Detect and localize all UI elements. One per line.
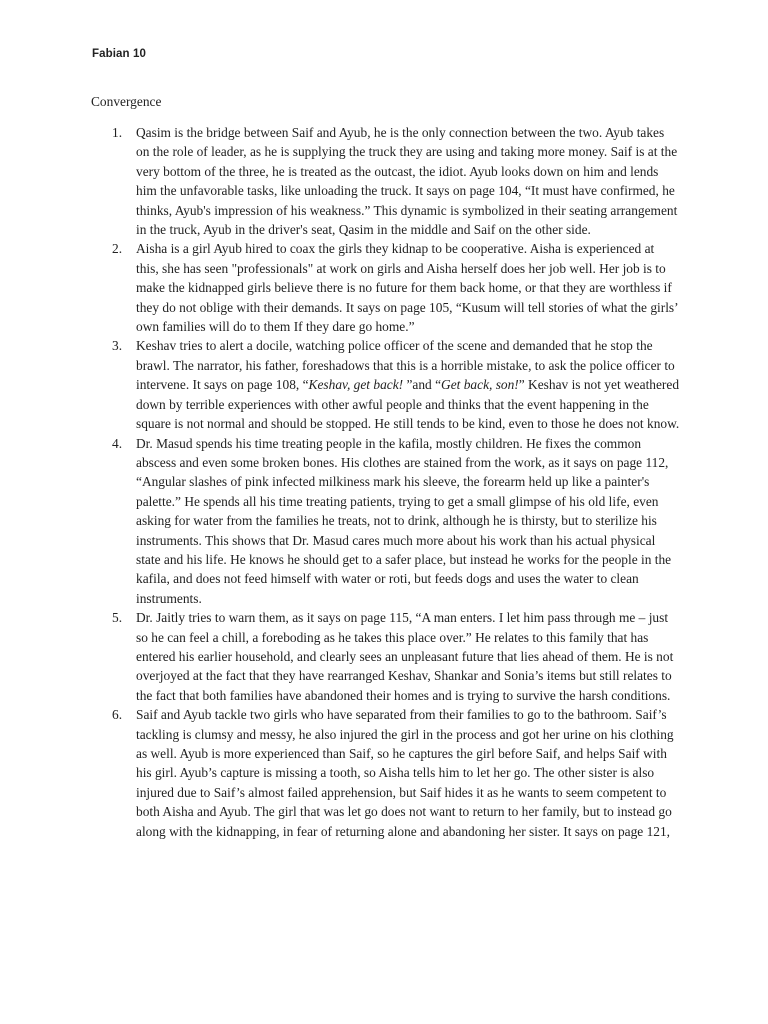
list-item: [112, 123, 680, 239]
list-item-text: Dr. Masud spends his time treating people in the kafila, mostly children. He fixes the common abscess and even some broken bones. His clothes are stained from the work, as it says on page 112, “Angular slashes of pink infected milkiness mark his sleeve, the forearm held up like a painter's palette.” He spends all his time treating patients, trying to get a small glimpse of his old life, even asking for water from the families he treats, not to drink, although he is thirsty, but to sterilize his instruments. This shows that Dr. Masud cares much more about his work than his actual physical state and his life. He knows he should get to a safer place, but instead he works for the people in the kafila, and does not feed himself with water or roti, but feeds dogs and uses the water to clean instruments.: [136, 435, 672, 606]
list-item-text-part: ” Keshav is not yet weathered down by terrible experiences with other awful people and thinks that the event happening in the square is not normal and should be stopped. He still tends to be kind, even to those he does not know.: [136, 377, 680, 432]
page-header: Fabian 10: [92, 48, 146, 60]
list-item-number: 6.: [112, 707, 123, 723]
list-item-text: Aisha is a girl Ayub hired to coax the girls they kidnap to be cooperative. Aisha is experienced at this, she has seen "professionals" at work on girls and Aisha herself does her job well. Her job is to make the kidnapped girls believe there is no future for them back home, or that they are worthless if they do not oblige with their demands. It says on page 105, “Kusum will tell stories of what the girls’ own families will do to them If they dare go home.”: [136, 241, 678, 335]
list-item-text: Qasim is the bridge between Saif and Ayub, he is the only connection between the two. Ayub takes on the role of leader, as he is supplying the truck they are using and taking more money. Saif is at the very bottom of the three, he is treated as the outcast, the idiot. Ayub looks down on him and lends him the unfavorable tasks, like unloading the truck. It says on page 104, “It must have confirmed, he thinks, Ayub's impression of his weakness.” This dynamic is symbolized in their seating arrangement in the truck, Ayub in the driver's seat, Qasim in the middle and Saif on the other side.: [136, 125, 678, 238]
list-item: [112, 608, 680, 705]
list-item-text: Saif and Ayub tackle two girls who have separated from their families to go to the bathroom. Saif’s tackling is clumsy and messy, he also injured the girl in the process and got her urine on his clothing as well. Ayub is more experienced than Saif, so he captures the girl before Saif, and helps Saif with his girl. Ayub’s capture is missing a tooth, so Aisha tells him to let her go. The other sister is also injured due to Saif’s almost failed apprehension, but Saif hides it as he wants to seem competent to both Aisha and Ayub. The girl that was let go does not want to return to her family, but to instead go along with the kidnapping, in fear of returning alone and abandoning her sister. It says on page 121,: [136, 707, 674, 839]
list-item-text-part: Keshav tries to alert a docile, watching police officer of the scene and demanded that he stop the brawl. The narrator, his father, foreshadows that this is a horrible mistake, to ask the police officer to intervene. It says on page 108, “: [136, 338, 675, 393]
list-item-number: 2.: [112, 241, 123, 257]
list-item-text: [136, 336, 680, 433]
list-item: [112, 239, 680, 336]
list-item-number: 5.: [112, 610, 123, 626]
list-item-text: Dr. Jaitly tries to warn them, as it says on page 115, “A man enters. I let him pass through me – just so he can feel a chill, a foreboding as he takes this place over.” He relates to this family that has entered his earlier household, and clearly sees an unpleasant future that lies ahead of them. He is not overjoyed at the fact that they have rearranged Keshav, Shankar and Sonia’s items but still relates to the fact that both families have abandoned their homes and is trying to survive the harsh conditions.: [136, 610, 674, 703]
list-item-number: 4.: [112, 435, 123, 451]
list-item: [112, 336, 680, 433]
list-item: [112, 705, 680, 841]
italic-quote: Keshav, get back!: [308, 377, 407, 393]
document-title: Convergence: [91, 94, 162, 109]
list-item-text-part: ”and “: [406, 377, 442, 393]
list-item-number: 1.: [112, 125, 123, 140]
list-item-number: 3.: [112, 338, 123, 354]
list-item: [112, 434, 680, 609]
italic-quote: Get back, son!: [441, 377, 519, 393]
numbered-list: [112, 123, 680, 841]
